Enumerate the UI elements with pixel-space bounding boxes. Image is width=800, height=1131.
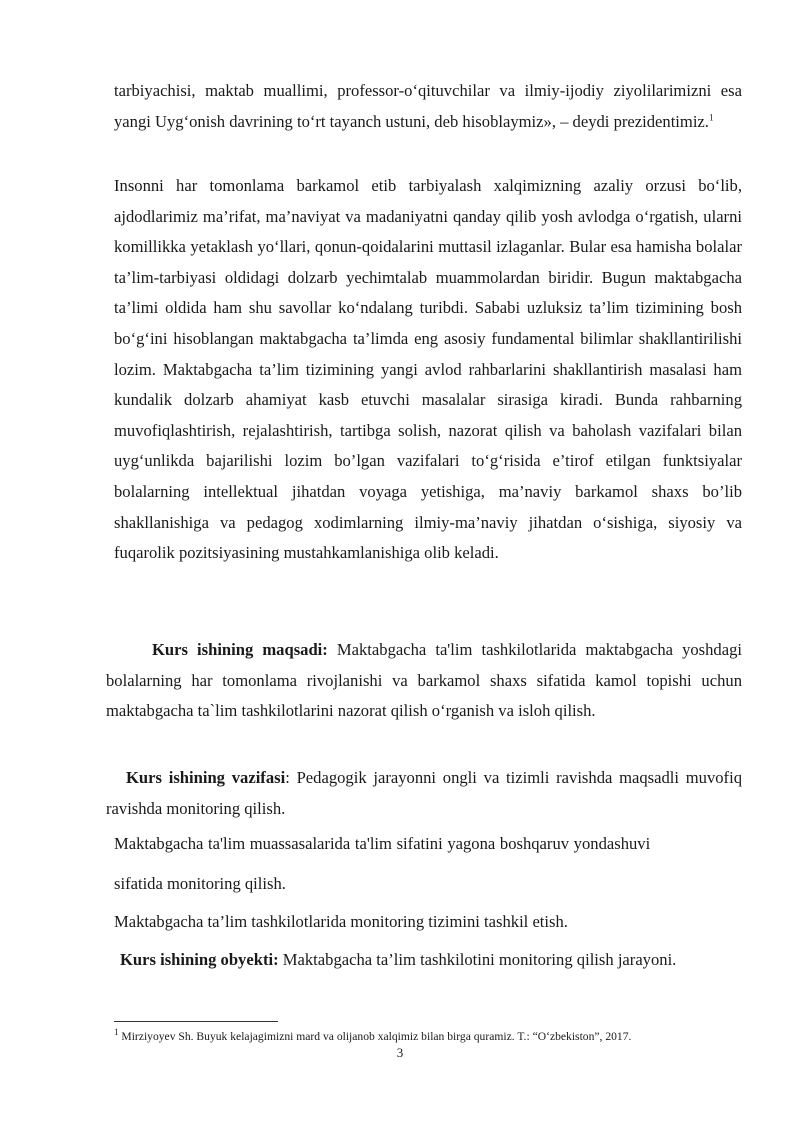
task-line-system [114,907,742,938]
footnote-separator [114,1021,278,1022]
task-quality-line2: sifatida monitoring qilish. [114,874,286,893]
paragraph-upbringing-text: Insonni har tomonlama barkamol etib tarbiyalash xalqimizning azaliy orzusi bo‘lib, ajdodlarimiz ma’rifat, ma’naviyat va madaniyatni qanday qilib yosh avlodga o‘rgatish, ularni komillikka yetaklash yo‘llari, qonun-qoidalarini muttasil izlaganlar. Bular esa hamisha bolalar ta’lim-tarbiyasi oldidagi dolzarb yechimtalab muammolardan biridir. Bugun maktabgacha ta’limi oldida ham shu savollar ko‘ndalang turibdi. Sababi uzluksiz ta’lim tizimining bosh bo‘g‘ini hisoblangan maktabgacha ta’limda eng asosiy fundamental bilimlar shakllantirilishi lozim. Maktabgacha ta’lim tizimining yangi avlod rahbarlarini shakllantirish masalasi ham kundalik dolzarb ahamiyat kasb etuvchi masalalar sirasiga kiradi. Bunda rahbarning muvofiqlashtirish, rejalashtirish, tartibga solish, nazorat qilish va baholash vazifalari bilan uyg‘unlikda bajarilishi lozim bo’lgan vazifalari to‘g‘risida e’tirof etilgan funktsiyalar bolalarning intellektual jihatdan voyaga yetishiga, ma’naviy barkamol shaxs bo’lib shakllanishiga va pedagog xodimlarning ilmiy-ma’naviy jihatdan o‘sishiga, siyosiy va fuqarolik pozitsiyasining mustahkamlanishiga olib keladi. [114,176,742,563]
paragraph-upbringing [114,171,742,569]
tasks-label: Kurs ishining vazifasi [126,768,286,787]
task-line-quality-cont [114,869,742,900]
quote-text: tarbiyachisi, maktab muallimi, professor-o‘qituvchilar va ilmiy-ijodiy ziyolilarimizni esa yangi Uyg‘onish davrining to‘rt tayanch ustuni, deb hisoblaymiz», – deydi prezidentimiz. [114,81,742,131]
object-label: Kurs ishining obyekti: [120,950,279,969]
footnote-reference: 1 [708,112,714,123]
footnote-marker: 1 [114,1027,119,1038]
goal-label: Kurs ishining maqsadi: [152,640,328,659]
footnote [114,1029,754,1045]
tasks-text: : Pedagogik jarayonni ongli va tizimli ravishda maqsadli muvofiq ravishda monitoring qilish. [106,768,742,818]
paragraph-tasks [106,763,742,824]
page-number: 3 [396,1045,404,1060]
paragraph-object [114,947,689,972]
task-system-text: Maktabgacha ta’lim tashkilotlarida monitoring tizimini tashkil etish. [114,912,568,931]
task-quality-line1: Maktabgacha ta'lim muassasalarida ta'lim sifatini yagona boshqaruv yondashuvi [114,834,651,853]
object-text: Maktabgacha ta’lim tashkilotini monitoring qilish jarayoni. [282,950,677,969]
paragraph-goal [106,635,742,727]
task-line-quality [114,829,742,859]
goal-text: Maktabgacha ta'lim tashkilotlarida maktabgacha yoshdagi bolalarning har tomonlama rivojlanishi va barkamol shaxs sifatida kamol topishi uchun maktabgacha ta`lim tashkilotlarini nazorat qilish o‘rganish va isloh qilish. [106,640,742,721]
footnote-text: Mirziyoyev Sh. Buyuk kelajagimizni mard va olijanob xalqimiz bilan birga quramiz. T.: “O‘zbekiston”, 2017. [121,1030,632,1043]
paragraph-intro-quote [114,76,742,137]
